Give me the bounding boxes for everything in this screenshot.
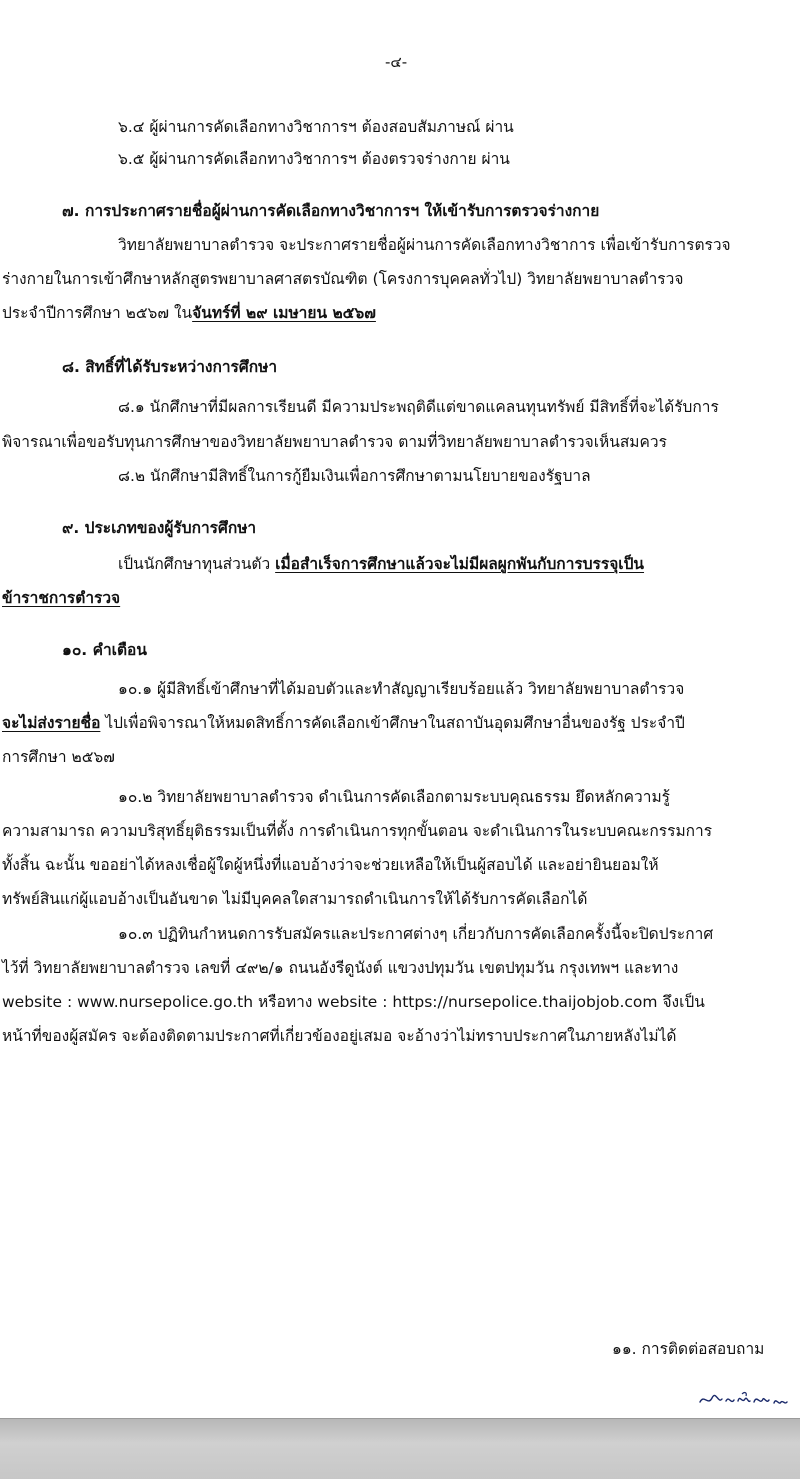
next-section-heading: ๑๑. การติดต่อสอบถาม [612, 1340, 765, 1358]
item-10-1-line-2-text: ไปเพื่อพิจารณาให้หมดสิทธิ์การคัดเลือกเข้าศึกษาในสถาบันอุดมศึกษาอื่นของรัฐ ประจำปี [100, 714, 685, 732]
section-7-line-3 [2, 303, 376, 323]
scan-edge-bar [0, 1418, 800, 1479]
item-10-1-line-3: การศึกษา ๒๕๖๗ [2, 748, 115, 766]
item-10-2-line-2: ความสามารถ ความบริสุทธิ์ยุติธรรมเป็นที่ตั้ง การดำเนินการทุกขั้นตอน จะดำเนินการในระบบคณะกรรมการ [2, 822, 713, 840]
section-7-line-2: ร่างกายในการเข้าศึกษาหลักสูตรพยาบาลศาสตรบัณฑิต (โครงการบุคคลทั่วไป) วิทยาลัยพยาบาลตำรวจ [2, 270, 684, 288]
item-10-2-line-1: ๑๐.๒ วิทยาลัยพยาบาลตำรวจ ดำเนินการคัดเลือกตามระบบคุณธรรม ยึดหลักความรู้ [118, 788, 670, 806]
section-9-emphasis: เมื่อสำเร็จการศึกษาแล้วจะไม่มีผลผูกพันกับการบรรจุเป็น [275, 555, 645, 573]
item-10-2-line-3: ทั้งสิ้น ฉะนั้น ขออย่าได้หลงเชื่อผู้ใดผู้หนึ่งที่แอบอ้างว่าจะช่วยเหลือให้เป็นผู้สอบได้ และอย่ายินยอมให้ [2, 856, 659, 874]
item-10-3-line-4: หน้าที่ของผู้สมัคร จะต้องติดตามประกาศที่เกี่ยวข้องอยู่เสมอ จะอ้างว่าไม่ทราบประกาศในภายหลังไม่ได้ [2, 1027, 677, 1045]
item-10-3-line-3: website : www.nursepolice.go.th หรือทาง website : https://nursepolice.thaijobjob.com จึงเป็น [2, 993, 705, 1011]
item-6-4: ๖.๔ ผู้ผ่านการคัดเลือกทางวิชาการฯ ต้องสอบสัมภาษณ์ ผ่าน [118, 118, 514, 136]
section-9-line-2: ข้าราชการตำรวจ [2, 589, 121, 607]
section-7-heading: ๗. การประกาศรายชื่อผู้ผ่านการคัดเลือกทางวิชาการฯ ให้เข้ารับการตรวจร่างกาย [62, 202, 600, 220]
item-10-1-line-2 [2, 713, 685, 733]
item-8-1-line-2: พิจารณาเพื่อขอรับทุนการศึกษาของวิทยาลัยพยาบาลตำรวจ ตามที่วิทยาลัยพยาบาลตำรวจเห็นสมควร [2, 433, 667, 451]
item-10-3-line-2: ไว้ที่ วิทยาลัยพยาบาลตำรวจ เลขที่ ๔๙๒/๑ ถนนอังรีดูนังต์ แขวงปทุมวัน เขตปทุมวัน กรุงเทพฯ และทาง [2, 959, 679, 977]
section-9-line-1 [118, 554, 644, 574]
item-6-5: ๖.๕ ผู้ผ่านการคัดเลือกทางวิชาการฯ ต้องตรวจร่างกาย ผ่าน [118, 150, 510, 168]
item-10-3-line-1: ๑๐.๓ ปฏิทินกำหนดการรับสมัครและประกาศต่างๆ เกี่ยวกับการคัดเลือกครั้งนี้จะปิดประกาศ [118, 925, 714, 943]
section-7-line-3-text: ประจำปีการศึกษา ๒๕๖๗ ใน [2, 304, 193, 322]
item-10-1-line-1: ๑๐.๑ ผู้มีสิทธิ์เข้าศึกษาที่ได้มอบตัวและทำสัญญาเรียบร้อยแล้ว วิทยาลัยพยาบาลตำรวจ [118, 680, 685, 698]
section-9-line-1-text: เป็นนักศึกษาทุนส่วนตัว [118, 555, 276, 573]
handwritten-signature [696, 1384, 796, 1410]
item-8-2: ๘.๒ นักศึกษามีสิทธิ์ในการกู้ยืมเงินเพื่อการศึกษาตามนโยบายของรัฐบาล [118, 467, 591, 485]
item-10-1-emphasis: จะไม่ส่งรายชื่อ [2, 714, 101, 732]
item-8-1-line-1: ๘.๑ นักศึกษาที่มีผลการเรียนดี มีความประพฤติดีแต่ขาดแคลนทุนทรัพย์ มีสิทธิ์ที่จะได้รับการ [118, 398, 719, 416]
item-10-2-line-4: ทรัพย์สินแก่ผู้แอบอ้างเป็นอันขาด ไม่มีบุคคลใดสามารถดำเนินการให้ได้รับการคัดเลือกได้ [2, 890, 588, 908]
section-10-heading: ๑๐. คำเตือน [62, 641, 147, 659]
section-8-heading: ๘. สิทธิ์ที่ได้รับระหว่างการศึกษา [62, 358, 278, 376]
announcement-date: จันทร์ที่ ๒๙ เมษายน ๒๕๖๗ [192, 304, 376, 322]
section-7-line-1: วิทยาลัยพยาบาลตำรวจ จะประกาศรายชื่อผู้ผ่านการคัดเลือกทางวิชาการ เพื่อเข้ารับการตรวจ [118, 236, 731, 254]
section-9-heading: ๙. ประเภทของผู้รับการศึกษา [62, 519, 257, 537]
page-number: -๔- [385, 53, 408, 71]
